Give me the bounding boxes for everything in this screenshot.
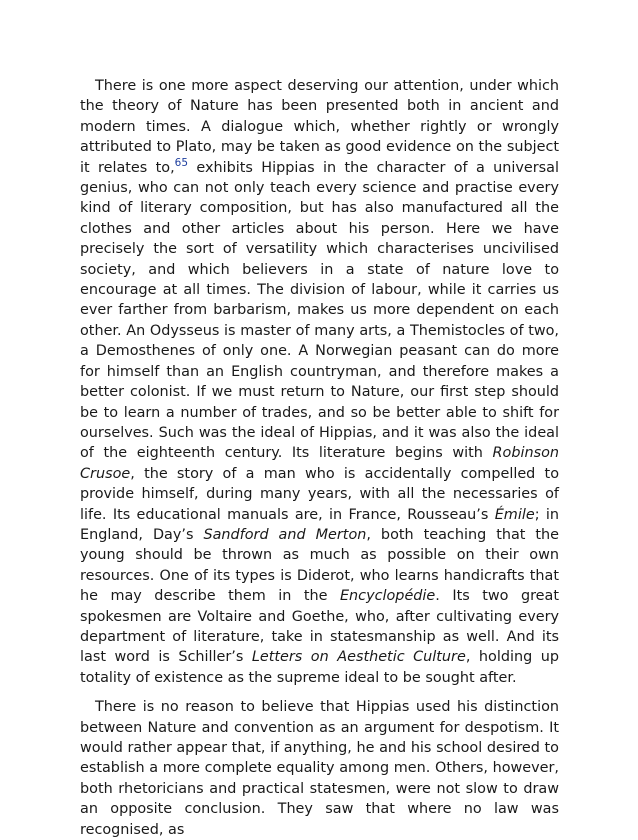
text-run: , holding up totality of existence as the supreme ideal to be sought after.	[80, 649, 559, 686]
title-encyclopedie: Encyclopédie	[339, 588, 436, 605]
title-sandford-and-merton: Sandford and Merton	[203, 526, 367, 543]
text-run: There is no reason to believe that Hippias used his distinction between Nature and convention as an argument for despotism. It would rather appear that, if anything, he and his school desired to establish a more complete equality among men. Others, however, both rhetoricians and practical statesmen, were not slow to draw an opposite conclusion. They saw that where no law was recognised, as	[80, 699, 559, 838]
paragraph-2	[80, 697, 559, 840]
page-body	[80, 76, 559, 840]
text-run: exhibits Hippias in the character of a universal genius, who can not only teach every science and practise every kind of literary composition, but has also manufactured all the clothes and other articles about his person. Here we have precisely the sort of versatility which characterises uncivilised society, and which believers in a state of nature love to encourage at all times. The division of labour, while it carries us ever farther from barbarism, makes us more dependent on each other. An Odysseus is master of many arts, a Themistocles of two, a Demosthenes of only one. A Norwegian peasant can do more for himself than an English countryman, and therefore makes a better colonist. If we must return to Nature, our first step should be to learn a number of trades, and so be better able to shift for ourselves. Such was the ideal of Hippias, and it was also the ideal of the eighteenth century. Its literature begins with	[80, 159, 559, 462]
text-run: There is one more aspect deserving our attention, under which the theory of Nature has been presented both in ancient and modern times. A dialogue which, whether rightly or wrongly attributed to Plato, may be taken as good evidence on the subject it relates to,	[80, 78, 559, 176]
text-run: , both teaching that the young should be thrown as much as possible on their own resources. One of its types is Diderot, who learns handicrafts that he may describe them in the	[80, 526, 560, 605]
title-emile: Émile	[494, 506, 535, 523]
text-run: . Its two great spokesmen are Voltaire and Goethe, who, after cultivating every department of literature, take in statesmanship as well. And its last word is Schiller’s	[80, 588, 559, 666]
paragraph-1	[80, 76, 559, 688]
text-run: , the story of a man who is accidentally compelled to provide himself, during many years, with all the necessaries of life. Its educational manuals are, in France, Rousseau’s	[80, 465, 559, 523]
title-letters-on-aesthetic-culture: Letters on Aesthetic Culture	[251, 649, 466, 666]
title-robinson-crusoe: Robinson Crusoe	[80, 445, 559, 482]
text-run: ; in England, Day’s	[80, 506, 559, 543]
footnote-link-65[interactable]: 65	[174, 156, 189, 169]
